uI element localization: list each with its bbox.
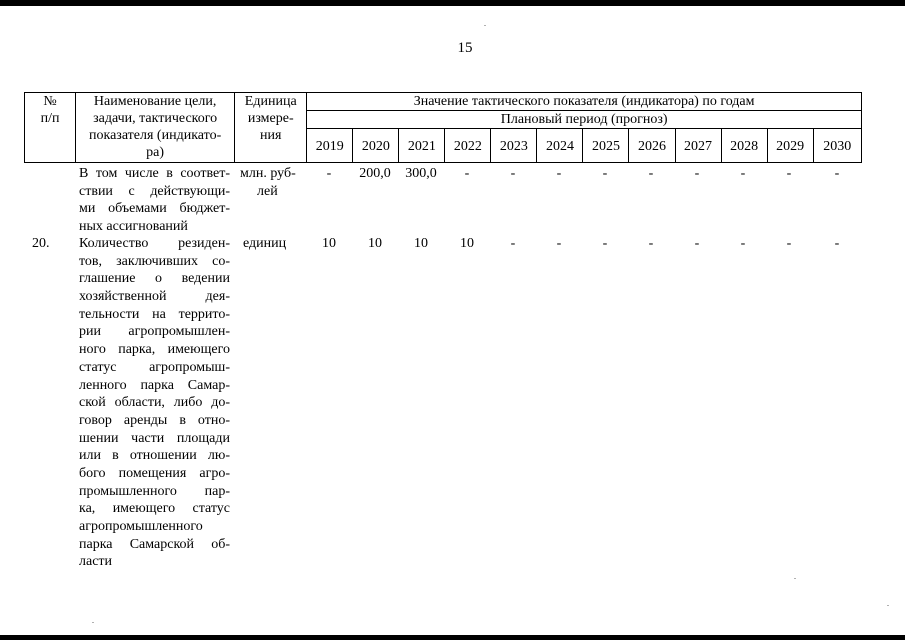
header-col-name-line: ра) <box>146 145 165 160</box>
header-year-2021: 2021 <box>399 129 445 163</box>
row-1-unit-line: лей <box>257 183 278 199</box>
row-1-unit-line: млн. руб- <box>240 166 296 181</box>
row-1-value-2019: - <box>326 166 332 181</box>
row-2-unit-line: единиц <box>243 236 287 251</box>
header-year-2026: 2026 <box>629 129 675 163</box>
row-2-name-line: бого помещения агро- <box>79 465 230 481</box>
page-bottom-border <box>0 635 905 640</box>
header-col-number-line: № <box>43 94 57 109</box>
row-2-name-line: промышленного пар- <box>79 483 230 499</box>
row-2-name-line: ленного парка Самар- <box>79 377 230 393</box>
row-2-value-2027: - <box>694 236 700 251</box>
scan-speck <box>794 578 796 579</box>
scan-speck <box>92 622 94 623</box>
row-2-name-line: парка Самарской об- <box>79 536 230 552</box>
row-2-name-line: шении части площади <box>79 430 230 446</box>
row-2-name-line: тельности на террито- <box>79 306 230 322</box>
row-2-value-2025: - <box>602 236 608 251</box>
header-col-name <box>76 93 235 163</box>
header-year-2022: 2022 <box>445 129 491 163</box>
row-2-value-2026: - <box>648 236 654 251</box>
header-year-2019: 2019 <box>307 129 353 163</box>
row-1-unit <box>240 165 306 200</box>
row-1-name-line: ствии с действующи- <box>79 183 230 199</box>
row-2-value-2030: - <box>834 236 840 251</box>
row-2-value-2028: - <box>740 236 746 251</box>
header-col-unit <box>235 93 307 163</box>
header-year-2023: 2023 <box>491 129 537 163</box>
row-2-value-2022: 10 <box>460 236 474 251</box>
row-1-value-2022: - <box>464 166 470 181</box>
row-1-value-2023: - <box>510 166 516 181</box>
row-2-value-2020: 10 <box>368 236 382 251</box>
scan-speck <box>887 605 889 606</box>
scan-speck <box>484 25 486 26</box>
row-1-value-2027: - <box>694 166 700 181</box>
row-2-name-line: или в отношении лю- <box>79 448 230 464</box>
row-2-name-line: агропромышленного <box>79 519 203 534</box>
row-2-value-2019: 10 <box>322 236 336 251</box>
header-year-2029: 2029 <box>767 129 813 163</box>
indicator-table-header <box>24 92 862 163</box>
header-col-name-line: задачи, тактического <box>93 111 218 126</box>
header-col-unit-line: ния <box>260 128 282 143</box>
row-1-value-2024: - <box>556 166 562 181</box>
header-col-name-line: показателя (индикато- <box>89 128 222 143</box>
row-2-name-line: ка, имеющего статус <box>79 501 230 517</box>
row-2-name-line: ской области, либо до- <box>79 395 230 411</box>
header-year-2027: 2027 <box>675 129 721 163</box>
header-col-number <box>25 93 76 163</box>
header-year-2030: 2030 <box>813 129 861 163</box>
row-2-number: 20. <box>32 236 50 251</box>
header-year-2025: 2025 <box>583 129 629 163</box>
header-col-number-line: п/п <box>40 111 60 126</box>
row-1-name-line: В том числе в соответ- <box>79 166 230 181</box>
row-1-value-2021: 300,0 <box>405 166 437 181</box>
page-top-border <box>0 0 905 6</box>
header-col-name-line: Наименование цели, <box>93 94 217 109</box>
row-2-name-line: ласти <box>79 554 113 570</box>
header-period-title: Плановый период (прогноз) <box>307 111 862 129</box>
header-col-unit-line: измере- <box>247 111 294 126</box>
row-2-name-line: рии агропромышлен- <box>79 324 230 340</box>
row-2-unit <box>243 235 303 253</box>
row-2-name-line: тов, заключивших со- <box>79 253 230 269</box>
row-1-value-2020: 200,0 <box>359 166 391 181</box>
row-2-name-line: Количество резиден- <box>79 236 230 251</box>
header-values-title: Значение тактического показателя (индикатора) по годам <box>307 93 862 111</box>
row-1-value-2030: - <box>834 166 840 181</box>
header-year-2028: 2028 <box>721 129 767 163</box>
row-2-name <box>79 235 230 571</box>
row-2-value-2021: 10 <box>414 236 428 251</box>
row-2-name-line: ного парка, имеющего <box>79 342 230 358</box>
header-year-2024: 2024 <box>537 129 583 163</box>
row-1-value-2028: - <box>740 166 746 181</box>
row-2-value-2023: - <box>510 236 516 251</box>
page-number: 15 <box>457 40 473 56</box>
row-2-name-line: говор аренды в отно- <box>79 412 230 428</box>
row-1-name-line: ных ассигнований <box>79 219 188 235</box>
row-2-value-2029: - <box>786 236 792 251</box>
row-2-value-2024: - <box>556 236 562 251</box>
header-col-unit-line: Единица <box>244 94 297 109</box>
row-2-name-line: статус агропромыш- <box>79 359 230 375</box>
row-1-name-line: ми объемами бюджет- <box>79 201 230 217</box>
row-2-name-line: хозяйственной дея- <box>79 289 230 305</box>
row-1-value-2025: - <box>602 166 608 181</box>
row-1-value-2029: - <box>786 166 792 181</box>
row-1-name <box>79 165 230 236</box>
header-year-2020: 2020 <box>353 129 399 163</box>
row-2-name-line: глашение о ведении <box>79 271 230 287</box>
row-1-value-2026: - <box>648 166 654 181</box>
